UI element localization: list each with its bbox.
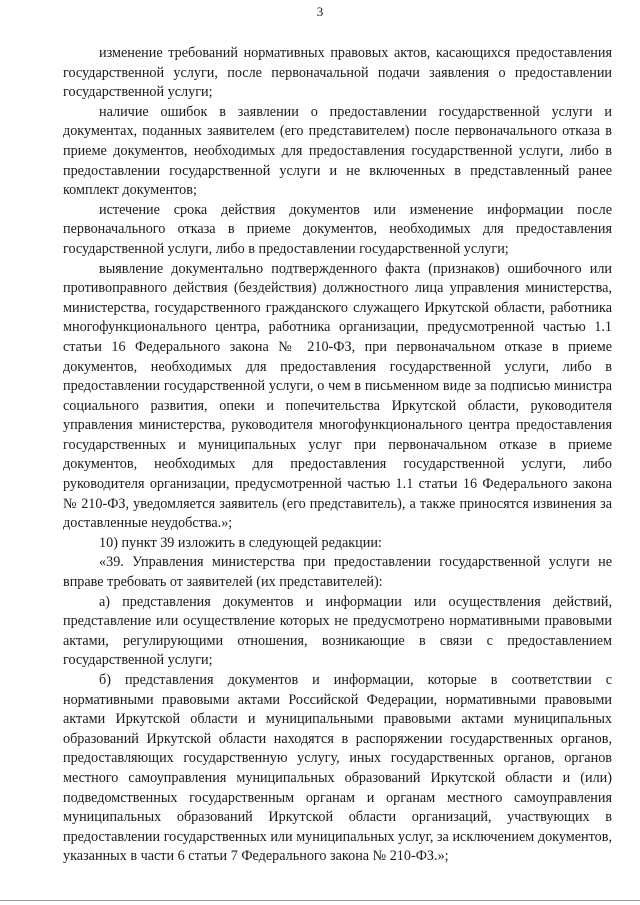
scan-edge-line [0,900,640,901]
paragraph-requirements-change: изменение требований нормативных правовых актов, касающихся предоставления государственной услуги, после первоначальной подачи заявления о предоставлении государственной услуги; [63,45,612,101]
paragraph-clause-39-b: б) представления документов и информации, которые в соответствии с нормативными правовыми актами Российской Федерации, нормативными правовыми актами Иркутской области и муниципальными правовыми актами муниципальных образований Иркутской области находятся в распоряжении государственных органов, предоставляющих государственную услугу, иных государственных органов, органов местного самоуправления муниципальных образований Иркутской области и (или) подведомственных государственным органам и органам местного самоуправления муниципальных образований Иркутской области организаций, участвующих в предоставлении государственных или муниципальных услуг, за исключением документов, указанных в части 6 статьи 7 Федерального закона № 210-ФЗ.»; [63,672,612,865]
paragraph-clause-39-a: а) представления документов и информации или осуществления действий, представление или осуществление которых не предусмотрено нормативными правовыми актами, регулирующими отношения, возникающие в связи с предоставлением государственной услуги; [63,593,612,669]
paragraph-document-expiry: истечение срока действия документов или изменение информации после первоначального отказа в приеме документов, необходимых для предоставления государственной услуги, либо в предоставлении государственной услуги; [63,201,612,257]
document-body [63,44,612,867]
paragraph-item-10: 10) пункт 39 изложить в следующей редакции: [99,534,382,551]
paragraph-clause-39: «39. Управления министерства при предоставлении государственной услуги не вправе требовать от заявителей (их представителей): [63,554,612,591]
page-number: 3 [316,4,324,19]
paragraph-application-errors: наличие ошибок в заявлении о предоставлении государственной услуги и документах, поданных заявителем (его представителем) после первоначального отказа в приеме документов, необходимых для предоставления государственной услуги, либо в предоставлении государственной услуги и не включенных в представленный ранее комплект документов; [63,103,612,199]
paragraph-official-misconduct: выявление документально подтвержденного факта (признаков) ошибочного или противоправного действия (бездействия) должностного лица управления министерства, министерства, государственного гражданского служащего Иркутской области, работника многофункционального центра, работника организации, предусмотренной частью 1.1 статьи 16 Федерального закона № 210-ФЗ, при первоначальном отказе в приеме документов, необходимых для предоставления государственной услуги, либо в предоставлении государственной услуги, о чем в письменном виде за подписью министра социального развития, опеки и попечительства Иркутской области, руководителя управления министерства, руководителя многофункционального центра предоставления государственных и муниципальных услуг при первоначальном отказе в приеме документов, необходимых для предоставления государственной услуги, либо руководителя организации, предусмотренной частью 1.1 статьи 16 Федерального закона № 210-ФЗ, уведомляется заявитель (его представитель), а также приносятся извинения за доставленные неудобства.»; [63,260,612,532]
